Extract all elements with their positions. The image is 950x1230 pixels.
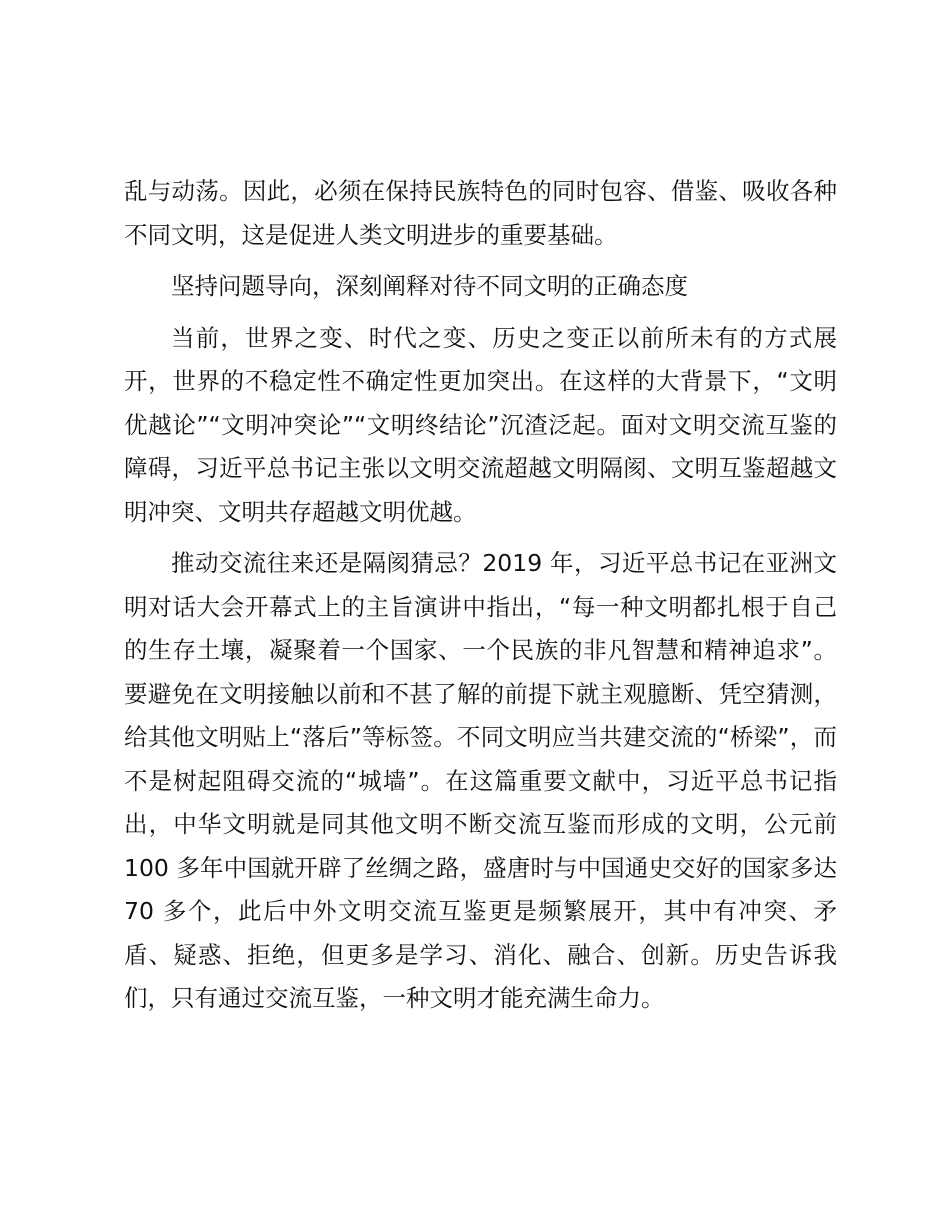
section-heading: 坚持问题导向，深刻阐释对待不同文明的正确态度	[171, 272, 688, 300]
body-text	[124, 170, 837, 1029]
paragraph: 推动交流往来还是隔阂猜忌？2019 年，习近平总书记在亚洲文明对话大会开幕式上的主旨演讲中指出，“每一种文明都扎根于自己的生存土壤，凝聚着一个国家、一个民族的非凡智慧和精神追求”。要避免在文明接触以前和不甚了解的前提下就主观臆断、凭空猜测，给其他文明贴上“落后”等标签。不同文明应当共建交流的“桥梁”，而不是树起阻碍交流的“城墙”。在这篇重要文献中，习近平总书记指出，中华文明就是同其他文明不断交流互鉴而形成的文明，公元前 100 多年中国就开辟了丝绸之路，盛唐时与中国通史交好的国家多达 70 多个，此后中外文明交流互鉴更是频繁展开，其中有冲突、矛盾、疑惑、拒绝，但更多是学习、消化、融合、创新。历史告诉我们，只有通过交流互鉴，一种文明才能充满生命力。	[124, 549, 837, 1012]
paragraph: 当前，世界之变、时代之变、历史之变正以前所未有的方式展开，世界的不稳定性不确定性更加突出。在这样的大背景下，“文明优越论”“文明冲突论”“文明终结论”沉渣泛起。面对文明交流互鉴的障碍，习近平总书记主张以文明交流超越文明隔阂、文明互鉴超越文明冲突、文明共存超越文明优越。	[124, 323, 837, 526]
paragraph-continuation: 乱与动荡。因此，必须在保持民族特色的同时包容、借鉴、吸收各种不同文明，这是促进人类文明进步的重要基础。	[124, 177, 837, 249]
